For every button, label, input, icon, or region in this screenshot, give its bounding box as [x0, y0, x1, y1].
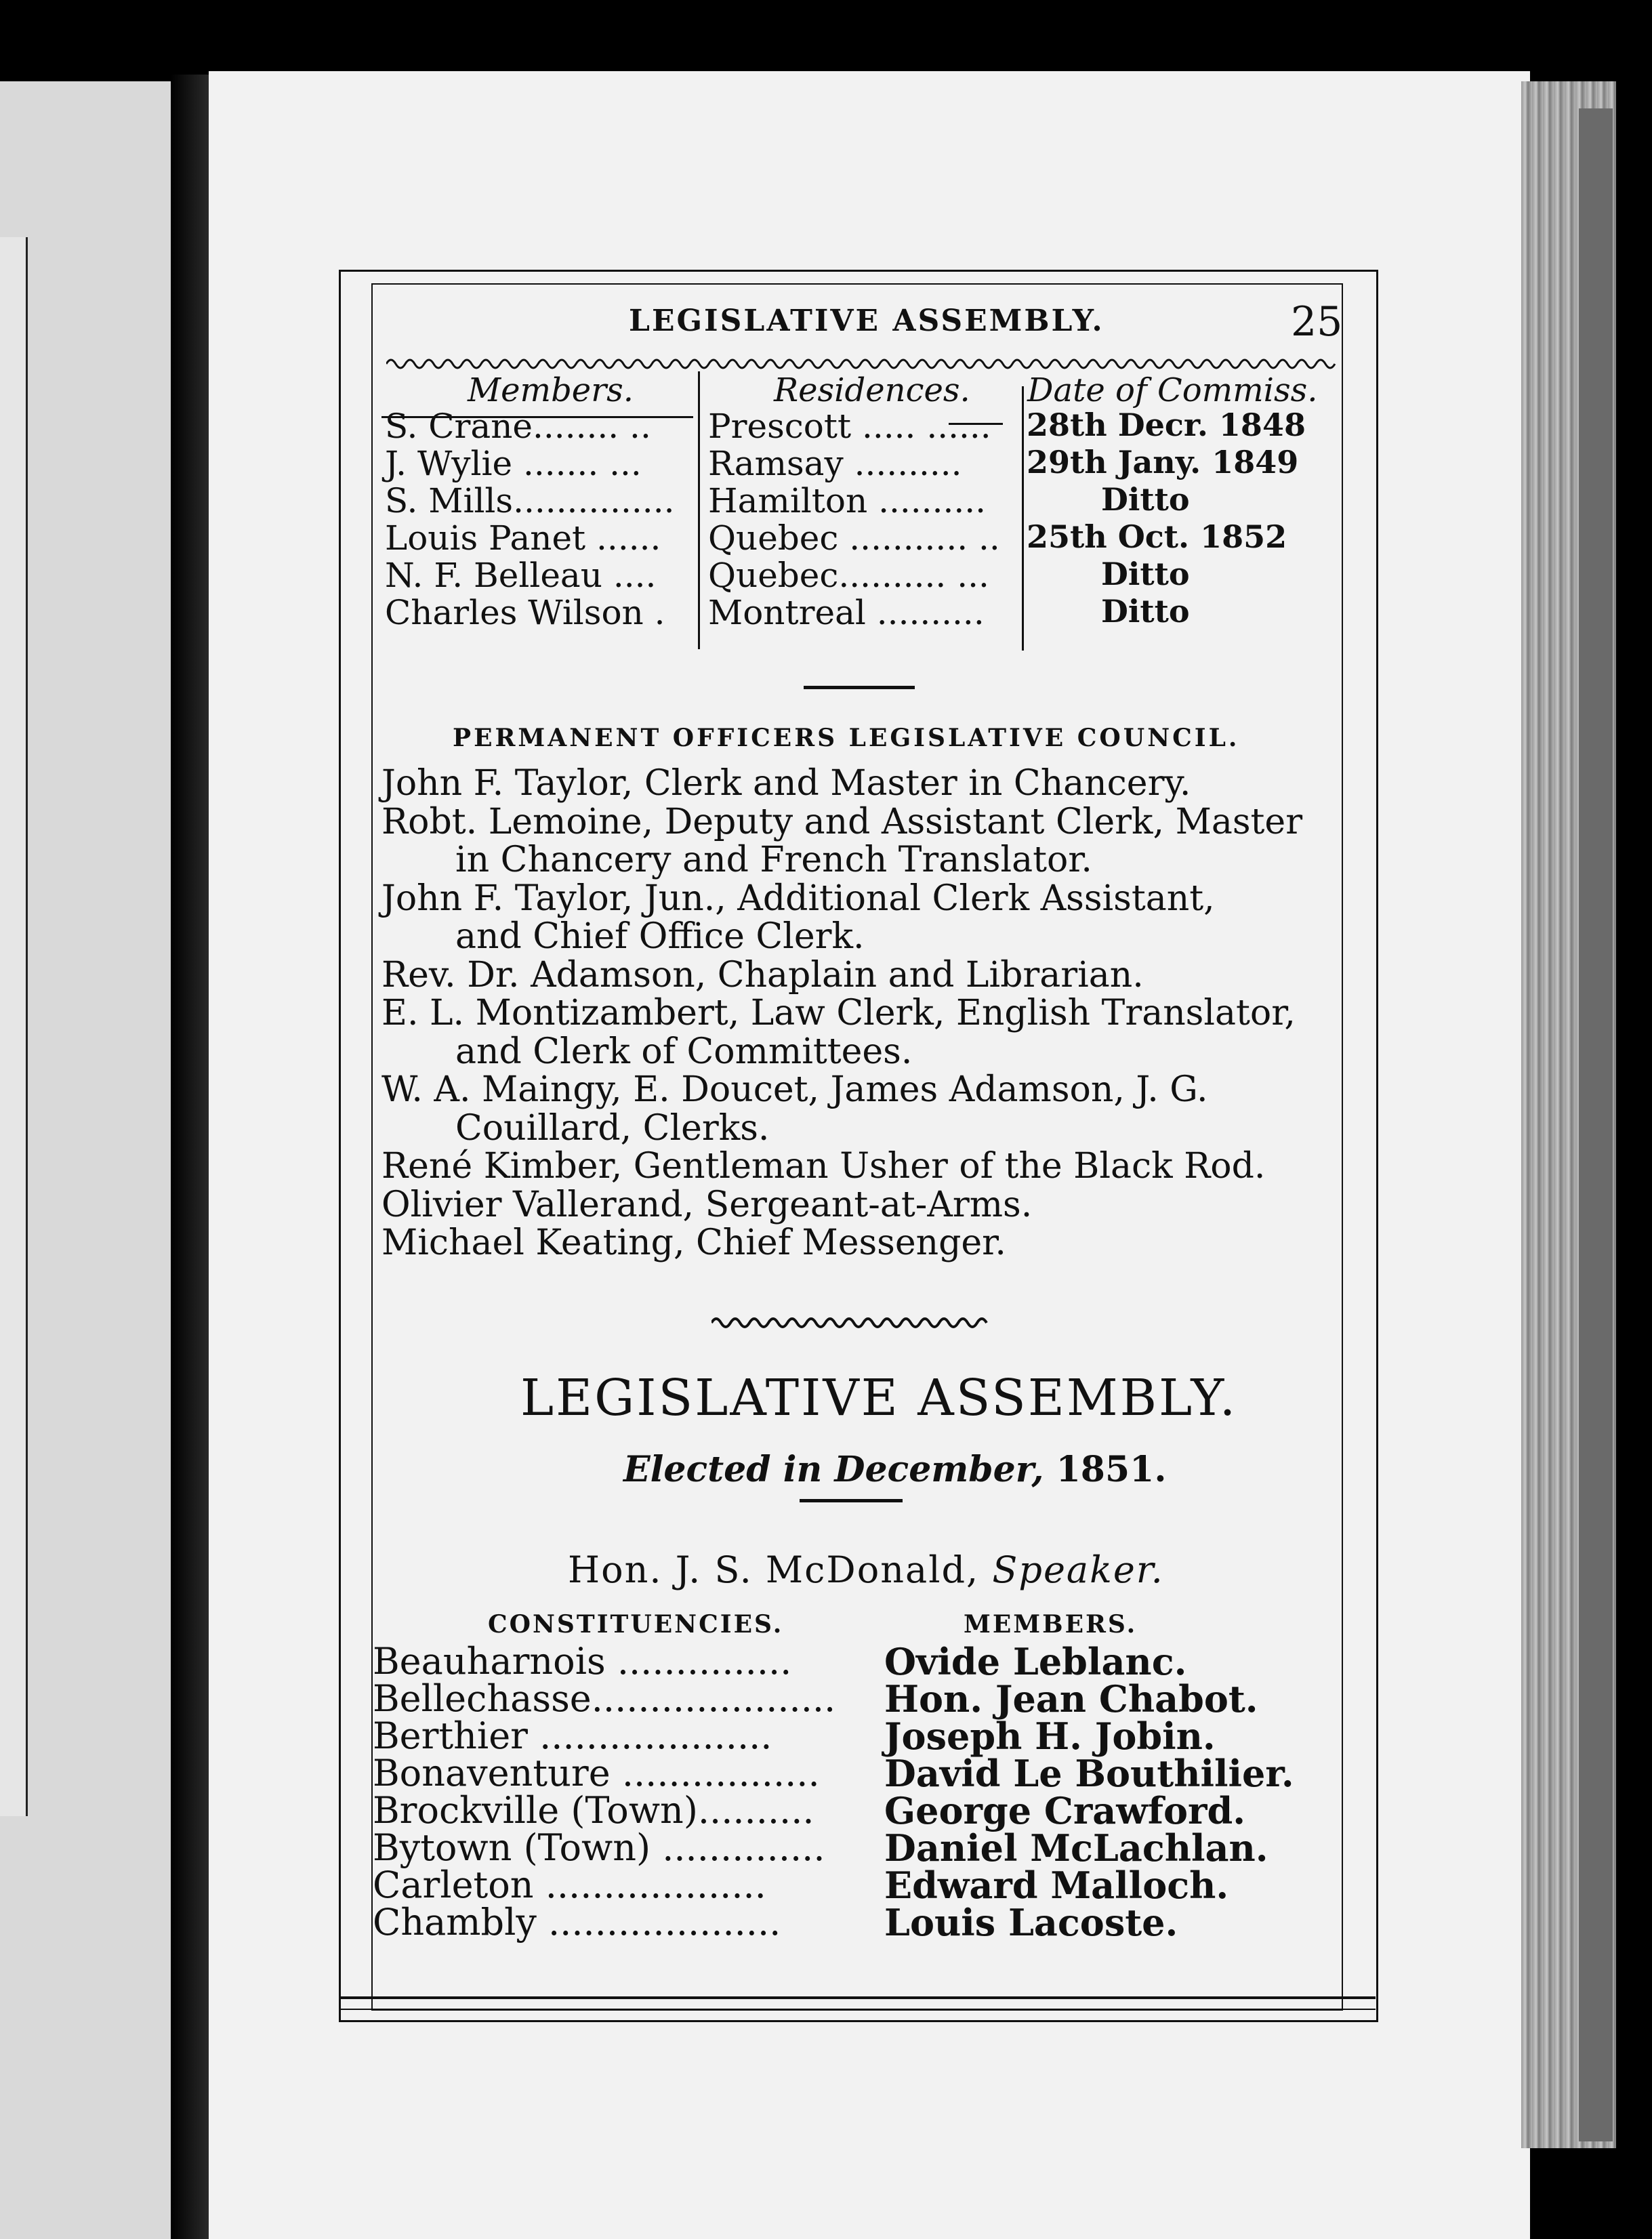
left-page-frame [0, 237, 28, 1816]
member-name: J. Wylie ....... ... [385, 444, 642, 483]
constituency-member: David Le Bouthilier. [884, 1752, 1294, 1795]
running-head: LEGISLATIVE ASSEMBLY. [629, 304, 1104, 338]
constituency-name: Brockville (Town).......... [373, 1789, 814, 1832]
assembly-divider [800, 1499, 903, 1502]
commission-date: Ditto [1101, 593, 1190, 630]
officer-line: and Chief Office Clerk. [455, 916, 865, 957]
elected-year: 1851. [1056, 1449, 1167, 1490]
assembly-title: LEGISLATIVE ASSEMBLY. [520, 1369, 1238, 1427]
officer-line: Rev. Dr. Adamson, Chaplain and Librarian. [381, 954, 1144, 995]
elected-line [623, 1449, 1166, 1490]
member-residence: Quebec ........... .. [708, 518, 1000, 558]
constituency-member: Louis Lacoste. [884, 1901, 1178, 1944]
officer-line: René Kimber, Gentleman Usher of the Black Rod. [381, 1146, 1266, 1187]
table-header-members: Members. [468, 371, 634, 409]
officer-line: John F. Taylor, Jun., Additional Clerk Assistant, [381, 878, 1215, 919]
constituency-name: Bonaventure ................. [373, 1752, 820, 1794]
table-divider-2 [1022, 386, 1024, 651]
officers-section-title: PERMANENT OFFICERS LEGISLATIVE COUNCIL. [453, 724, 1240, 752]
table-header-date: Date of Commiss. [1027, 371, 1318, 409]
table-divider-1 [698, 371, 700, 649]
page-border-base [339, 1996, 1376, 2010]
member-residence: Montreal .......... [708, 593, 985, 632]
constituency-name: Bytown (Town) .............. [373, 1826, 825, 1869]
officer-line: E. L. Montizambert, Law Clerk, English Translator, [381, 993, 1296, 1033]
commission-date: Ditto [1101, 481, 1190, 518]
elected-label: Elected in December, [623, 1449, 1044, 1490]
constituency-name: Bellechasse..................... [373, 1677, 836, 1720]
ornamental-wavy-rule [711, 1315, 989, 1331]
member-residence: Quebec.......... ... [708, 556, 989, 595]
book-gutter [171, 75, 209, 2239]
constituency-name: Carleton ................... [373, 1864, 766, 1906]
commission-date: Ditto [1101, 556, 1190, 592]
constituency-member: Edward Malloch. [884, 1864, 1229, 1907]
page-stack-shadow [1579, 108, 1613, 2141]
table-header-residences: Residences. [774, 371, 970, 409]
constituency-member: Hon. Jean Chabot. [884, 1677, 1258, 1721]
constituency-name: Berthier .................... [373, 1714, 772, 1757]
page-number: 25 [1291, 298, 1343, 346]
constituencies-header: CONSTITUENCIES. [488, 1610, 784, 1639]
members-header: MEMBERS. [964, 1610, 1138, 1639]
officer-line: Couillard, Clerks. [455, 1107, 770, 1149]
constituency-name: Beauharnois ............... [373, 1640, 792, 1683]
member-name: S. Mills............... [385, 481, 675, 520]
member-name: Charles Wilson . [385, 593, 665, 632]
officer-line: Michael Keating, Chief Messenger. [381, 1223, 1006, 1263]
member-name: S. Crane........ .. [385, 407, 651, 446]
member-name: N. F. Belleau .... [385, 556, 657, 595]
officer-line: John F. Taylor, Clerk and Master in Chancery. [381, 763, 1191, 804]
constituency-member: Daniel McLachlan. [884, 1826, 1268, 1870]
officer-line: Robt. Lemoine, Deputy and Assistant Clerk, Master [381, 801, 1303, 842]
member-name: Louis Panet ...... [385, 518, 661, 558]
left-page-edge [0, 81, 173, 2239]
officer-line: and Clerk of Committees. [455, 1031, 913, 1072]
constituency-member: Joseph H. Jobin. [884, 1714, 1216, 1758]
constituency-member: Ovide Leblanc. [884, 1640, 1187, 1683]
speaker-name: Hon. J. S. McDonald, [568, 1548, 980, 1591]
header-wavy-rule [386, 356, 1342, 372]
commission-date: 28th Decr. 1848 [1027, 407, 1306, 443]
constituency-name: Chambly .................... [373, 1901, 781, 1944]
member-residence: Hamilton .......... [708, 481, 987, 520]
speaker-role: Speaker. [992, 1548, 1164, 1591]
member-residence: Prescott ..... ...... [708, 407, 991, 446]
officer-line: W. A. Maingy, E. Doucet, James Adamson, J. G. [381, 1069, 1208, 1110]
commission-date: 25th Oct. 1852 [1027, 518, 1287, 555]
commission-date: 29th Jany. 1849 [1027, 444, 1299, 480]
officer-line: Olivier Vallerand, Sergeant-at-Arms. [381, 1184, 1033, 1225]
constituency-member: George Crawford. [884, 1789, 1246, 1832]
section-divider [804, 686, 915, 689]
member-residence: Ramsay .......... [708, 444, 962, 483]
officer-line: in Chancery and French Translator. [455, 840, 1092, 880]
speaker-line [568, 1548, 1164, 1591]
